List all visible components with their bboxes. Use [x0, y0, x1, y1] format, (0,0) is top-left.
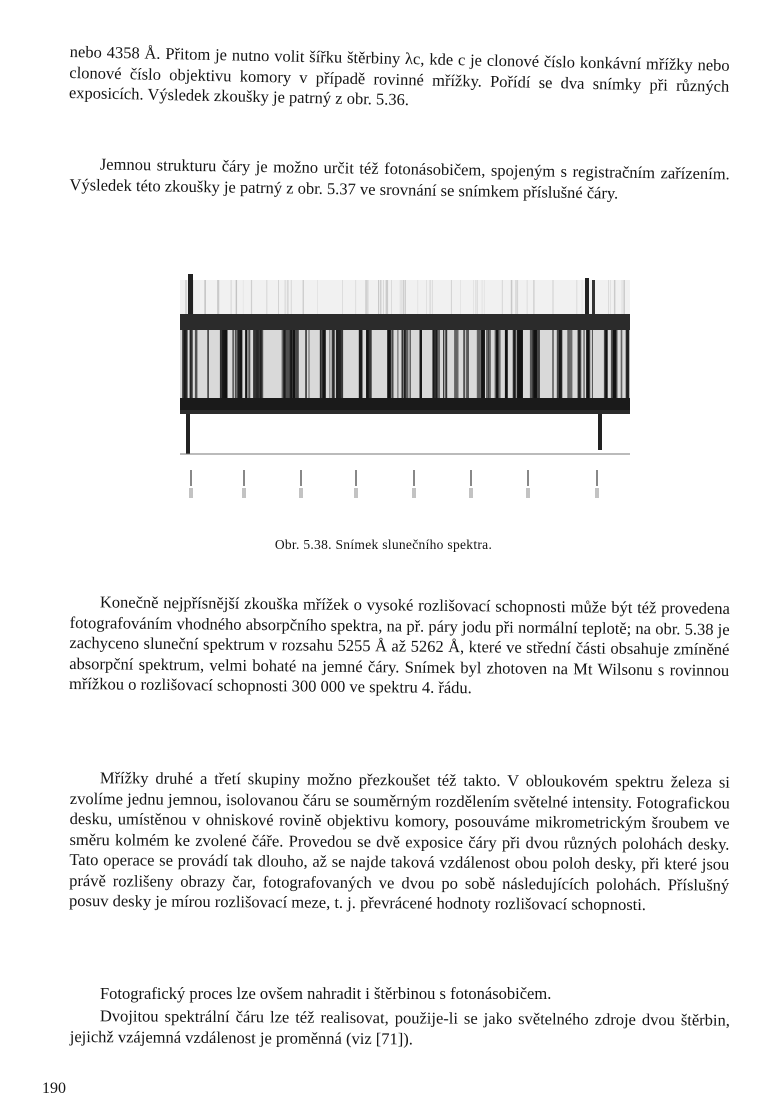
- absorption-line: [539, 330, 540, 402]
- absorption-line: [534, 330, 537, 402]
- faint-upper-line: [236, 280, 238, 314]
- absorption-line: [296, 330, 299, 402]
- absorption-line: [367, 330, 369, 402]
- faint-upper-line: [517, 280, 518, 314]
- faint-upper-line: [482, 280, 483, 314]
- absorption-line: [261, 330, 262, 402]
- absorption-line: [391, 330, 393, 402]
- faint-upper-line: [251, 280, 252, 314]
- wavelength-tick-label-mark: [469, 488, 473, 498]
- absorption-line: [627, 330, 628, 402]
- absorption-line: [456, 330, 459, 402]
- absorption-line: [240, 330, 242, 402]
- spectrum-lower-edge: [180, 398, 630, 410]
- wavelength-tick: [527, 470, 529, 486]
- absorption-line: [329, 330, 330, 402]
- wavelength-tick-label-mark: [299, 488, 303, 498]
- absorption-line: [505, 330, 507, 402]
- faint-upper-line: [582, 280, 583, 314]
- paragraph-double-line: Dvojitou spektrální čáru lze též realisovat, použije-li se jako světelného zdroje dvou štěrbin, jejichž vzájemná vzdálenost je proměnná (viz [71]).: [69, 1006, 730, 1048]
- faint-upper-line: [608, 280, 609, 314]
- faint-upper-line: [576, 280, 577, 314]
- absorption-line: [567, 330, 569, 402]
- absorption-line: [184, 330, 188, 402]
- absorption-line: [521, 330, 523, 402]
- absorption-line: [225, 330, 228, 402]
- faint-upper-line: [219, 280, 220, 314]
- wavelength-tick: [190, 470, 192, 486]
- faint-upper-line: [405, 280, 407, 314]
- faint-upper-line: [342, 280, 343, 314]
- absorption-line: [552, 330, 553, 402]
- absorption-line: [290, 330, 291, 402]
- faint-upper-line: [512, 280, 513, 314]
- absorption-line: [207, 330, 209, 402]
- faint-upper-line: [356, 280, 357, 314]
- wavelength-tick: [413, 470, 415, 486]
- reference-bar-right: [598, 414, 602, 450]
- faint-upper-line: [511, 280, 512, 314]
- faint-upper-line: [533, 280, 535, 314]
- faint-upper-line: [610, 280, 611, 314]
- faint-upper-line: [624, 280, 625, 314]
- absorption-line: [432, 330, 434, 402]
- wavelength-tick-label-mark: [189, 488, 193, 498]
- faint-upper-line: [417, 280, 418, 314]
- absorption-line: [592, 330, 593, 402]
- faint-upper-line: [291, 280, 292, 314]
- absorption-line: [257, 330, 259, 402]
- absorption-line: [387, 330, 391, 402]
- faint-upper-line: [205, 280, 206, 314]
- absorption-line: [621, 330, 623, 402]
- absorption-line: [253, 330, 257, 402]
- faint-upper-line: [367, 280, 368, 314]
- faint-upper-line: [515, 280, 516, 314]
- absorption-line: [466, 330, 469, 402]
- absorption-line: [606, 330, 607, 402]
- wavelength-tick-label-mark: [595, 488, 599, 498]
- absorption-line: [322, 330, 326, 402]
- solar-spectrum-image: [170, 272, 640, 512]
- faint-upper-line: [266, 280, 267, 314]
- absorption-line: [517, 330, 521, 402]
- paragraph-photomultiplier: Jemnou strukturu čáry je možno určit též fotonásobičem, spojeným s registračním zařízením. Výsledek této zkoušky je patrný z obr. 5.37 ve srovnání se snímkem příslušné čáry.: [69, 154, 730, 203]
- faint-upper-line: [391, 280, 392, 314]
- faint-upper-line: [614, 280, 616, 314]
- faint-upper-line: [432, 280, 433, 314]
- wavelength-tick-label-mark: [242, 488, 246, 498]
- absorption-line: [514, 330, 517, 402]
- wavelength-tick: [243, 470, 245, 486]
- absorption-line: [406, 330, 409, 402]
- absorption-line: [402, 330, 404, 402]
- absorption-line: [309, 330, 310, 402]
- faint-upper-line: [402, 280, 403, 314]
- absorption-line: [337, 330, 341, 402]
- absorption-line: [578, 330, 580, 402]
- wavelength-tick: [300, 470, 302, 486]
- absorption-line: [614, 330, 618, 402]
- absorption-line: [454, 330, 456, 402]
- faint-upper-line: [460, 280, 461, 314]
- paragraph-absorption-spectrum: Konečně nejpřísnější zkouška mřížek o vysoké rozlišovací schopnosti může být též provedena fotografováním vhodného absorpčního spektra, na př. páry jodu při normální teplotě; na obr. 5.38 je zachyceno sluneční spektrum v rozsahu 5255 Å až 5262 Å, které ve střední části obsahuje zmíněné absorpční spektrum, velmi bohaté na jemné čáry. Snímek byl zhotoven na Mt Wilsonu s rovinnou mřížkou o rozlišovací schopnosti 300 000 ve spektru 4. řádu.: [68, 592, 730, 698]
- absorption-line: [286, 330, 289, 402]
- absorption-line: [359, 330, 363, 402]
- absorption-line: [559, 330, 562, 402]
- faint-upper-line: [288, 280, 289, 314]
- reference-bar-left: [186, 414, 190, 454]
- wavelength-tick: [355, 470, 357, 486]
- faint-upper-line: [186, 280, 187, 314]
- absorption-line: [195, 330, 198, 402]
- faint-upper-line: [231, 280, 232, 314]
- faint-upper-line: [400, 280, 401, 314]
- faint-upper-line: [243, 280, 244, 314]
- faint-upper-line: [475, 280, 476, 314]
- faint-upper-line: [401, 280, 402, 314]
- faint-upper-line: [185, 280, 186, 314]
- page-number: 190: [42, 1080, 66, 1097]
- faint-upper-line: [303, 280, 304, 314]
- absorption-line: [479, 330, 482, 402]
- absorption-line: [293, 330, 295, 402]
- absorption-line: [443, 330, 444, 402]
- figure-caption: Obr. 5.38. Snímek slunečního spektra.: [274, 537, 493, 552]
- faint-upper-line: [484, 280, 485, 314]
- paragraph-photomultiplier-slit: Fotografický proces lze ovšem nahradit i štěrbinou s fotonásobičem.: [100, 984, 552, 1003]
- absorption-line: [463, 330, 465, 402]
- wavelength-tick: [596, 470, 598, 486]
- faint-upper-line: [502, 280, 503, 314]
- faint-upper-line: [477, 280, 478, 314]
- absorption-line: [397, 330, 398, 402]
- faint-upper-line: [378, 280, 379, 314]
- faint-upper-line: [451, 280, 452, 314]
- absorption-line: [237, 330, 239, 402]
- absorption-line: [235, 330, 237, 402]
- absorption-line: [497, 330, 501, 402]
- faint-upper-line: [366, 280, 367, 314]
- solar-spectrum-figure: [170, 272, 640, 512]
- absorption-line: [283, 330, 286, 402]
- absorption-line: [588, 330, 591, 402]
- absorption-line: [488, 330, 491, 402]
- absorption-line: [190, 330, 191, 402]
- absorption-line: [232, 330, 234, 402]
- faint-upper-line: [285, 280, 286, 314]
- faint-upper-line: [380, 280, 382, 314]
- faint-upper-line: [553, 280, 554, 314]
- faint-upper-line: [426, 280, 427, 314]
- faint-upper-line: [473, 280, 474, 314]
- faint-upper-line: [430, 280, 431, 314]
- absorption-line: [445, 330, 447, 402]
- faint-upper-line: [383, 280, 384, 314]
- absorption-line: [340, 330, 343, 402]
- wavelength-tick-label-mark: [412, 488, 416, 498]
- paragraph-slit-width: nebo 4358 Å. Přitom je nutno volit šířku štěrbiny λc, kde c je clonové číslo konkávní mřížky nebo clonové číslo objektivu komory v případě rovinné mřížky. Pořídí se dva snímky při různých exposicích. Výsledek zkoušky je patrný z obr. 5.36.: [68, 42, 730, 110]
- absorption-line: [533, 330, 535, 402]
- absorption-line: [404, 330, 406, 402]
- wavelength-tick: [470, 470, 472, 486]
- faint-upper-line: [403, 280, 404, 314]
- faint-upper-line: [387, 280, 389, 314]
- wavelength-tick-label-mark: [526, 488, 530, 498]
- absorption-line: [584, 330, 585, 402]
- faint-upper-line: [365, 280, 366, 314]
- faint-upper-line: [527, 280, 528, 314]
- paragraph-grating-test: Mřížky druhé a třetí skupiny možno přezkoušet též takto. V obloukovém spektru železa si zvolíme jednu jemnou, isolovanou čáru se souměrným rozdělením světelné intensity. Fotografickou desku, umístěnou v ohniskové rovině objektivu komory, posouváme mikrometrickým šroubem ve směru kolmém ke zvolené čáře. Provedou se dvě exposice čáry při dvou různých polohách desky. Tato operace se provádí tak dlouho, až se najde taková vzdálenost obou poloh desky, při které jsou právě rozlišeny obrazy čar, fotografovaných ve dvou po sobě následujících polohách. Příslušný posuv desky je mírou rozlišovací meze, t. j. převrácené hodnoty rozlišovací schopnosti.: [69, 768, 730, 915]
- absorption-line: [420, 330, 423, 402]
- absorption-line: [570, 330, 573, 402]
- absorption-line: [436, 330, 440, 402]
- absorption-line: [477, 330, 479, 402]
- absorption-line: [248, 330, 250, 402]
- faint-upper-line: [622, 280, 623, 314]
- faint-upper-line: [278, 280, 279, 314]
- wavelength-tick-label-mark: [354, 488, 358, 498]
- absorption-line: [305, 330, 307, 402]
- absorption-line: [334, 330, 335, 402]
- absorption-line: [530, 330, 533, 402]
- absorption-line: [410, 330, 411, 402]
- absorption-line: [246, 330, 247, 402]
